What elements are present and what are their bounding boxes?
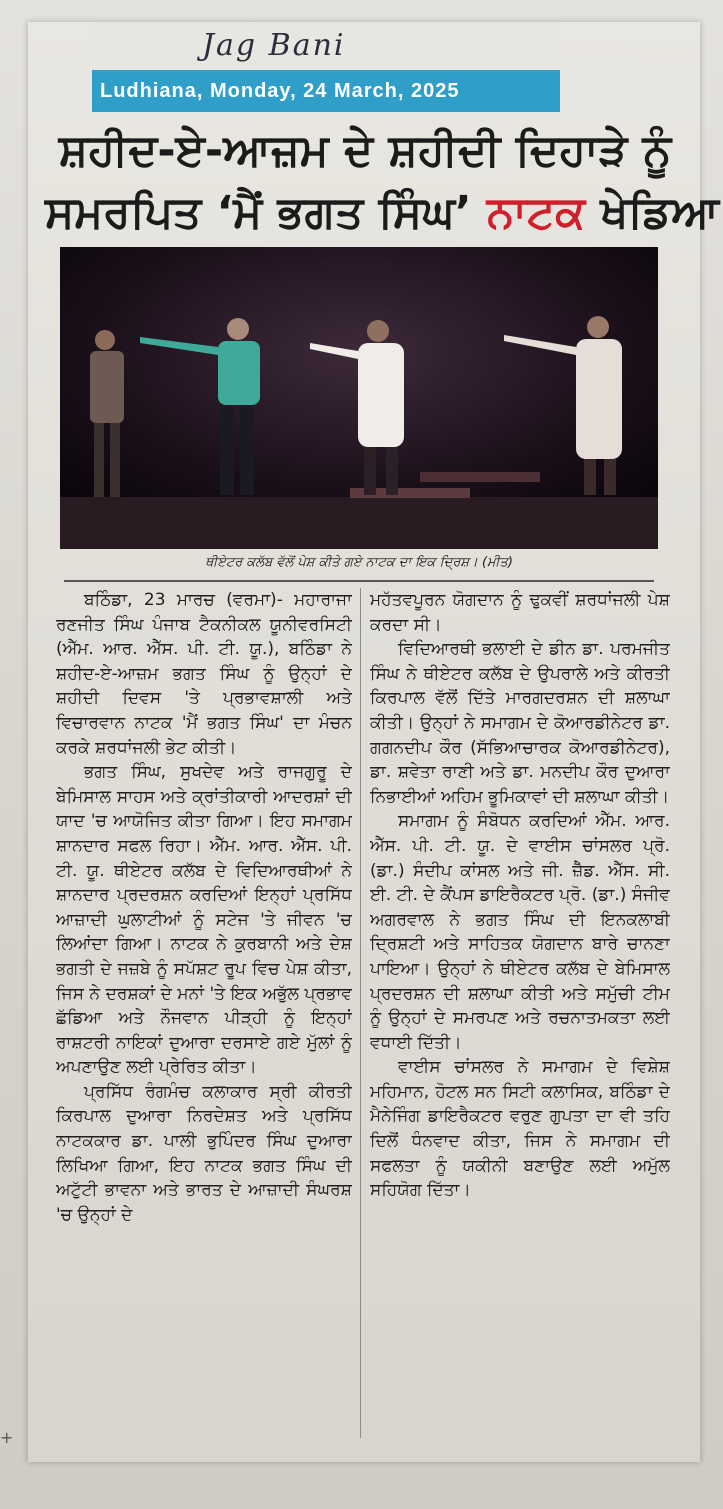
paragraph: ਬਠਿੰਡਾ, 23 ਮਾਰਚ (ਵਰਮਾ)- ਮਹਾਰਾਜਾ ਰਣਜੀਤ ਸਿੰਘ ਪੰਜਾਬ ਟੈਕਨੀਕਲ ਯੂਨੀਵਰਸਿਟੀ (ਐੱਮ. ਆਰ. ਐੱਸ. ਪੀ. ਟੀ. ਯੂ.), ਬਠਿੰਡਾ ਨੇ ਸ਼ਹੀਦ-ਏ-ਆਜ਼ਮ ਭਗਤ ਸਿੰਘ ਨੂੰ ਉਨ੍ਹਾਂ ਦੇ ਸ਼ਹੀਦੀ ਦਿਵਸ 'ਤੇ ਪ੍ਰਭਾਵਸ਼ਾਲੀ ਅਤੇ ਵਿਚਾਰਵਾਨ ਨਾਟਕ 'ਮੈਂ ਭਗਤ ਸਿੰਘ' ਦਾ ਮੰਚਨ ਕਰਕੇ ਸ਼ਰਧਾਂਜਲੀ ਭੇਟ ਕੀਤੀ। [56,590,352,758]
paragraph: ਮਹੱਤਵਪੂਰਨ ਯੋਗਦਾਨ ਨੂੰ ਢੁਕਵੀਂ ਸ਼ਰਧਾਂਜਲੀ ਪੇਸ਼ ਕਰਦਾ ਸੀ। [370,590,670,635]
paragraph: ਵਾਈਸ ਚਾਂਸਲਰ ਨੇ ਸਮਾਗਮ ਦੇ ਵਿਸ਼ੇਸ਼ ਮਹਿਮਾਨ, ਹੋਟਲ ਸਨ ਸਿਟੀ ਕਲਾਸਿਕ, ਬਠਿੰਡਾ ਦੇ ਮੈਨੇਜਿੰਗ ਡਾਇਰੈਕਟਰ ਵਰੁਣ ਗੁਪਤਾ ਦਾ ਵੀ ਤਹਿ ਦਿਲੋਂ ਧੰਨਵਾਦ ਕੀਤਾ, ਜਿਸ ਨੇ ਸਮਾਗਮ ਦੀ ਸਫਲਤਾ ਨੂੰ ਯਕੀਨੀ ਬਣਾਉਣ ਲਈ ਅਮੁੱਲ ਸਹਿਯੋਗ ਦਿੱਤਾ। [370,1057,670,1201]
photo-caption: ਥੀਏਟਰ ਕਲੱਬ ਵੱਲੋਂ ਪੇਸ਼ ਕੀਤੇ ਗਏ ਨਾਟਕ ਦਾ ਇਕ ਦ੍ਰਿਸ਼। (ਮੀਤ) [205,555,513,570]
article-column-2 [370,588,670,1438]
paragraph: ਭਗਤ ਸਿੰਘ, ਸੁਖਦੇਵ ਅਤੇ ਰਾਜਗੁਰੂ ਦੇ ਬੇਮਿਸਾਲ ਸਾਹਸ ਅਤੇ ਕ੍ਰਾਂਤੀਕਾਰੀ ਆਦਰਸ਼ਾਂ ਦੀ ਯਾਦ 'ਚ ਆਯੋਜਿਤ ਕੀਤਾ ਗਿਆ। ਇਹ ਸਮਾਗਮ ਸ਼ਾਨਦਾਰ ਸਫਲ ਰਿਹਾ। ਐੱਮ. ਆਰ. ਐੱਸ. ਪੀ. ਟੀ. ਯੂ. ਥੀਏਟਰ ਕਲੱਬ ਦੇ ਵਿਦਿਆਰਥੀਆਂ ਨੇ ਸ਼ਾਨਦਾਰ ਪ੍ਰਦਰਸ਼ਨ ਕਰਦਿਆਂ ਇਨ੍ਹਾਂ ਪ੍ਰਸਿੱਧ ਆਜ਼ਾਦੀ ਘੁਲਾਟੀਆਂ ਨੂੰ ਸਟੇਜ 'ਤੇ ਜੀਵਨ 'ਚ ਲਿਆਂਦਾ ਗਿਆ। ਨਾਟਕ ਨੇ ਕੁਰਬਾਨੀ ਅਤੇ ਦੇਸ਼ ਭਗਤੀ ਦੇ ਜਜ਼ਬੇ ਨੂੰ ਸਪੱਸ਼ਟ ਰੂਪ ਵਿਚ ਪੇਸ਼ ਕੀਤਾ, ਜਿਸ ਨੇ ਦਰਸ਼ਕਾਂ ਦੇ ਮਨਾਂ 'ਤੇ ਇਕ ਅਭੁੱਲ ਪ੍ਰਭਾਵ ਛੱਡਿਆ ਅਤੇ ਨੌਜਵਾਨ ਪੀੜ੍ਹੀ ਨੂੰ ਇਨ੍ਹਾਂ ਰਾਸ਼ਟਰੀ ਨਾਇਕਾਂ ਦੁਆਰਾ ਦਰਸਾਏ ਗਏ ਮੁੱਲਾਂ ਨੂੰ ਅਪਣਾਉਣ ਲਈ ਪ੍ਰੇਰਿਤ ਕੀਤਾ। [56,762,352,1078]
headline-line-2-part-1: ਸਮਰਪਿਤ ‘ਮੈਂ ਭਗਤ ਸਿੰਘ’ [45,187,472,238]
caption-rule [64,580,654,582]
stage-floor [60,497,658,549]
article-column-1 [56,588,352,1448]
paragraph: ਵਿਦਿਆਰਥੀ ਭਲਾਈ ਦੇ ਡੀਨ ਡਾ. ਪਰਮਜੀਤ ਸਿੰਘ ਨੇ ਥੀਏਟਰ ਕਲੱਬ ਦੇ ਉਪਰਾਲੇ ਅਤੇ ਕੀਰਤੀ ਕਿਰਪਾਲ ਵੱਲੋਂ ਦਿੱਤੇ ਮਾਰਗਦਰਸ਼ਨ ਦੀ ਸ਼ਲਾਘਾ ਕੀਤੀ। ਉਨ੍ਹਾਂ ਨੇ ਸਮਾਗਮ ਦੇ ਕੋਆਰਡੀਨੇਟਰ ਡਾ. ਗਗਨਦੀਪ ਕੌਰ (ਸੱਭਿਆਚਾਰਕ ਕੋਆਰਡੀਨੇਟਰ), ਡਾ. ਸ਼ਵੇਤਾ ਰਾਣੀ ਅਤੇ ਡਾ. ਮਨਦੀਪ ਕੌਰ ਦੁਆਰਾ ਨਿਭਾਈਆਂ ਅਹਿਮ ਭੂਮਿਕਾਵਾਂ ਦੀ ਸ਼ਲਾਘਾ ਕੀਤੀ। [370,639,670,807]
stage-photo [60,247,658,549]
headline-highlight: ਨਾਟਕ [486,187,586,238]
paragraph: ਪ੍ਰਸਿੱਧ ਰੰਗਮੰਚ ਕਲਾਕਾਰ ਸ੍ਰੀ ਕੀਰਤੀ ਕਿਰਪਾਲ ਦੁਆਰਾ ਨਿਰਦੇਸ਼ਤ ਅਤੇ ਪ੍ਰਸਿੱਧ ਨਾਟਕਕਾਰ ਡਾ. ਪਾਲੀ ਭੁਪਿੰਦਰ ਸਿੰਘ ਦੁਆਰਾ ਲਿਖਿਆ ਗਿਆ, ਇਹ ਨਾਟਕ ਭਗਤ ਸਿੰਘ ਦੀ ਅਟੁੱਟੀ ਭਾਵਨਾ ਅਤੇ ਭਾਰਤ ਦੇ ਆਜ਼ਾਦੀ ਸੰਘਰਸ਼ 'ਚ ਉਨ੍ਹਾਂ ਦੇ [56,1081,352,1225]
headline-line-1: ਸ਼ਹੀਦ-ਏ-ਆਜ਼ਮ ਦੇ ਸ਼ਹੀਦੀ ਦਿਹਾੜੇ ਨੂੰ [58,125,672,176]
stage-scene-illustration [60,247,658,549]
headline [45,120,720,244]
column-divider [360,588,361,1438]
stage-step-2 [420,472,540,482]
pen-mark: + [0,1428,14,1447]
headline-line-2 [45,182,720,244]
paragraph: ਸਮਾਗਮ ਨੂੰ ਸੰਬੋਧਨ ਕਰਦਿਆਂ ਐੱਮ. ਆਰ. ਐੱਸ. ਪੀ. ਟੀ. ਯੂ. ਦੇ ਵਾਈਸ ਚਾਂਸਲਰ ਪ੍ਰੋ. (ਡਾ.) ਸੰਦੀਪ ਕਾਂਸਲ ਅਤੇ ਜੀ. ਜ਼ੈੱਡ. ਐੱਸ. ਸੀ. ਈ. ਟੀ. ਦੇ ਕੈਂਪਸ ਡਾਇਰੈਕਟਰ ਪ੍ਰੋ. (ਡਾ.) ਸੰਜੀਵ ਅਗਰਵਾਲ ਨੇ ਭਗਤ ਸਿੰਘ ਦੀ ਇਨਕਲਾਬੀ ਦ੍ਰਿਸ਼ਟੀ ਅਤੇ ਸਾਹਿਤਕ ਯੋਗਦਾਨ ਬਾਰੇ ਚਾਨਣਾ ਪਾਇਆ। ਉਨ੍ਹਾਂ ਨੇ ਥੀਏਟਰ ਕਲੱਬ ਦੇ ਬੇਮਿਸਾਲ ਪ੍ਰਦਰਸ਼ਨ ਦੀ ਸ਼ਲਾਘਾ ਕੀਤੀ ਅਤੇ ਸਮੁੱਚੀ ਟੀਮ ਨੂੰ ਉਨ੍ਹਾਂ ਦੇ ਸਮਰਪਣ ਅਤੇ ਰਚਨਾਤਮਕਤਾ ਲਈ ਵਧਾਈ ਦਿੱਤੀ। [370,811,670,1053]
headline-line-2-part-2: ਖੇਡਿਆ [600,187,720,238]
handwritten-paper-name: Jag Bani [202,28,346,63]
dateline-bar: Ludhiana, Monday, 24 March, 2025 [92,70,560,112]
